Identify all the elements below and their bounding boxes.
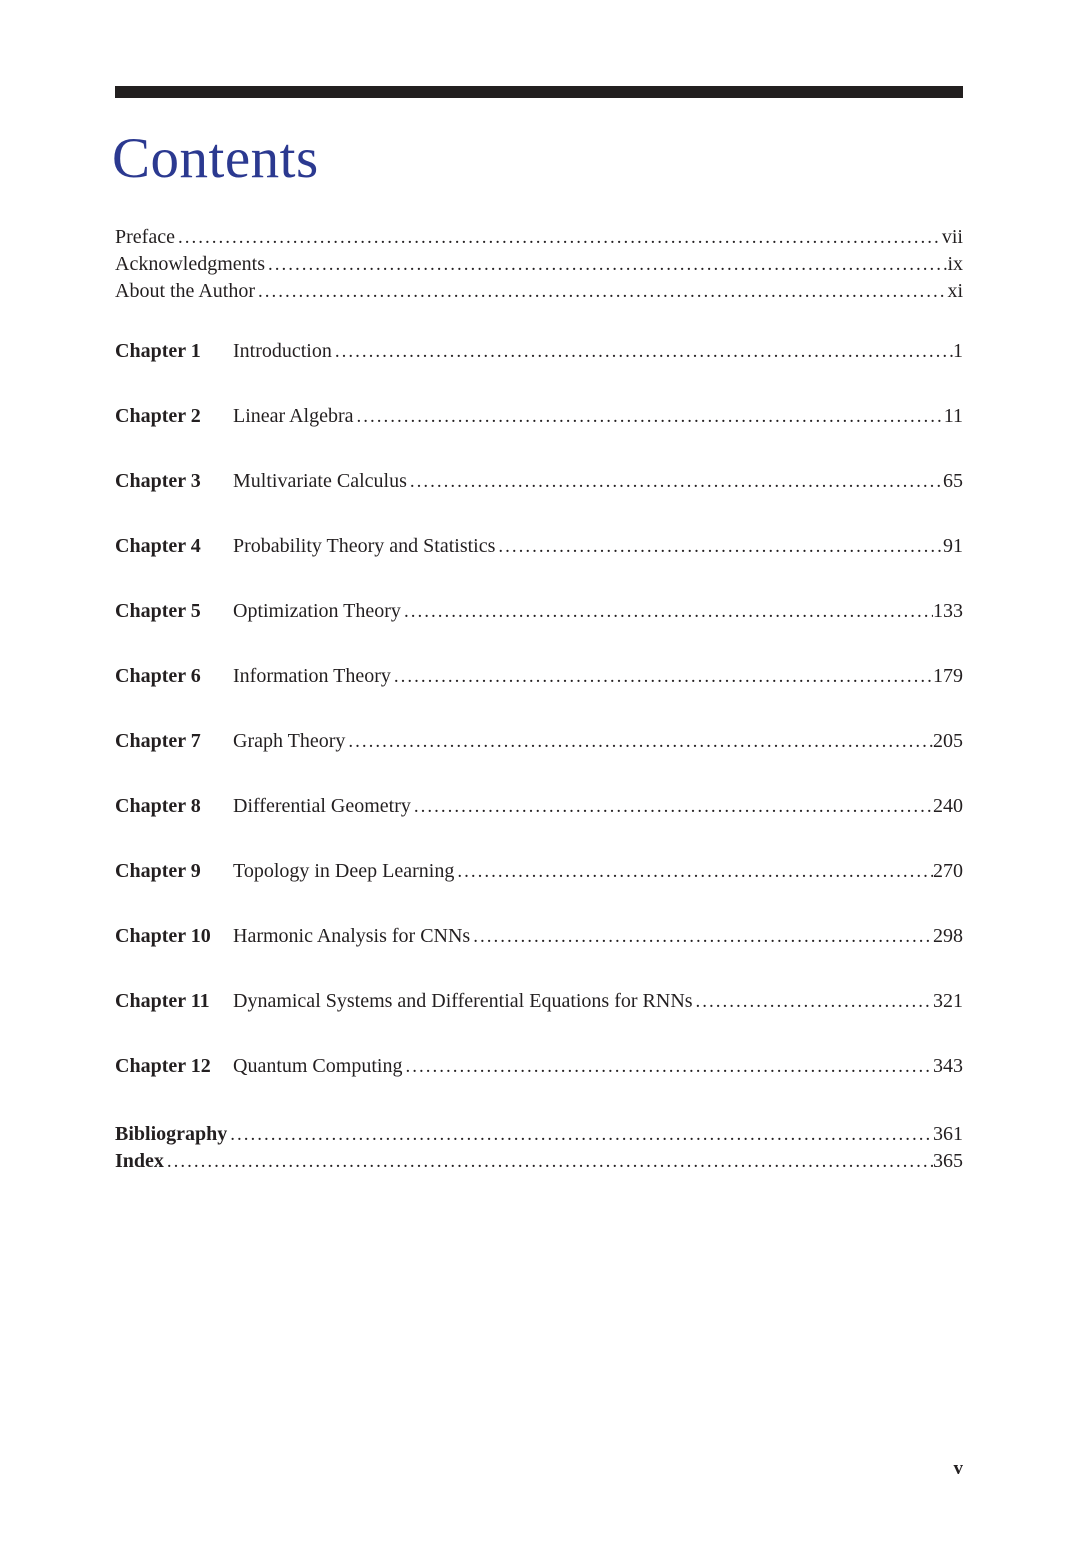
back-matter-list xyxy=(115,1121,963,1175)
toc-entry-chapter-1 xyxy=(115,338,963,365)
chapter-label: Chapter 12 xyxy=(115,1055,211,1077)
dot-leader xyxy=(354,403,944,430)
chapter-title: Multivariate Calculus xyxy=(233,470,407,492)
entry-page-number: xi xyxy=(947,280,963,302)
toc-entry-chapter-9 xyxy=(115,858,963,885)
dot-leader xyxy=(345,728,933,755)
chapter-title: Optimization Theory xyxy=(233,600,401,622)
entry-page-number: 365 xyxy=(933,1150,963,1172)
toc-entry-bibliography xyxy=(115,1121,963,1148)
entry-page-number: 343 xyxy=(933,1055,963,1077)
entry-label: About the Author xyxy=(115,280,255,302)
dot-leader xyxy=(470,923,933,950)
entry-page-number: 361 xyxy=(933,1123,963,1145)
chapter-label: Chapter 2 xyxy=(115,405,201,427)
entry-label: Bibliography xyxy=(115,1123,228,1145)
chapter-label: Chapter 10 xyxy=(115,925,211,947)
dot-leader xyxy=(332,338,953,365)
dot-leader xyxy=(693,988,933,1015)
dot-leader xyxy=(227,1121,933,1148)
toc-entry-chapter-4 xyxy=(115,533,963,560)
entry-page-number: 298 xyxy=(933,925,963,947)
chapter-title: Harmonic Analysis for CNNs xyxy=(233,925,471,947)
toc-entry-acknowledgments xyxy=(115,251,963,278)
chapter-list xyxy=(115,338,963,1080)
chapter-title: Dynamical Systems and Differential Equations for RNNs xyxy=(233,990,693,1012)
dot-leader xyxy=(265,251,947,278)
dot-leader xyxy=(407,468,943,495)
chapter-title: Graph Theory xyxy=(233,730,346,752)
entry-page-number: 65 xyxy=(943,470,963,492)
toc-entry-preface xyxy=(115,224,963,251)
toc-entry-chapter-10 xyxy=(115,923,963,950)
chapter-title: Probability Theory and Statistics xyxy=(233,535,496,557)
dot-leader xyxy=(402,1053,933,1080)
toc-entry-chapter-3 xyxy=(115,468,963,495)
chapter-label: Chapter 4 xyxy=(115,535,201,557)
chapter-label: Chapter 11 xyxy=(115,990,210,1012)
chapter-label: Chapter 8 xyxy=(115,795,201,817)
dot-leader xyxy=(255,278,947,305)
chapter-title: Introduction xyxy=(233,340,332,362)
dot-leader xyxy=(175,224,942,251)
chapter-title: Topology in Deep Learning xyxy=(233,860,455,882)
chapter-label: Chapter 1 xyxy=(115,340,201,362)
entry-page-number: 270 xyxy=(933,860,963,882)
dot-leader xyxy=(454,858,933,885)
entry-page-number: 205 xyxy=(933,730,963,752)
front-matter-list xyxy=(115,224,963,305)
dot-leader xyxy=(164,1148,933,1175)
entry-page-number: 179 xyxy=(933,665,963,687)
toc-entry-chapter-11 xyxy=(115,988,963,1015)
dot-leader xyxy=(495,533,943,560)
entry-page-number: 1 xyxy=(953,340,963,362)
toc-entry-chapter-7 xyxy=(115,728,963,755)
entry-page-number: ix xyxy=(947,253,963,275)
chapter-label: Chapter 7 xyxy=(115,730,201,752)
entry-label: Index xyxy=(115,1150,164,1172)
page-title: Contents xyxy=(112,127,319,190)
toc-entry-chapter-12 xyxy=(115,1053,963,1080)
entry-label: Preface xyxy=(115,226,175,248)
folio-page-number: v xyxy=(953,1458,963,1479)
top-rule xyxy=(115,86,963,98)
entry-page-number: 133 xyxy=(933,600,963,622)
dot-leader xyxy=(391,663,933,690)
entry-page-number: 240 xyxy=(933,795,963,817)
chapter-label: Chapter 6 xyxy=(115,665,201,687)
chapter-title: Linear Algebra xyxy=(233,405,354,427)
chapter-title: Quantum Computing xyxy=(233,1055,403,1077)
toc-entry-chapter-2 xyxy=(115,403,963,430)
entry-page-number: 321 xyxy=(933,990,963,1012)
chapter-title: Information Theory xyxy=(233,665,391,687)
chapter-label: Chapter 3 xyxy=(115,470,201,492)
toc-entry-chapter-5 xyxy=(115,598,963,625)
toc-entry-about-the-author xyxy=(115,278,963,305)
toc-entry-index xyxy=(115,1148,963,1175)
entry-label: Acknowledgments xyxy=(115,253,265,275)
entry-page-number: 91 xyxy=(943,535,963,557)
toc-entry-chapter-8 xyxy=(115,793,963,820)
chapter-title: Differential Geometry xyxy=(233,795,411,817)
entry-page-number: 11 xyxy=(943,405,963,427)
dot-leader xyxy=(411,793,933,820)
chapter-label: Chapter 9 xyxy=(115,860,201,882)
entry-page-number: vii xyxy=(941,226,963,248)
dot-leader xyxy=(401,598,933,625)
chapter-label: Chapter 5 xyxy=(115,600,201,622)
toc-entry-chapter-6 xyxy=(115,663,963,690)
